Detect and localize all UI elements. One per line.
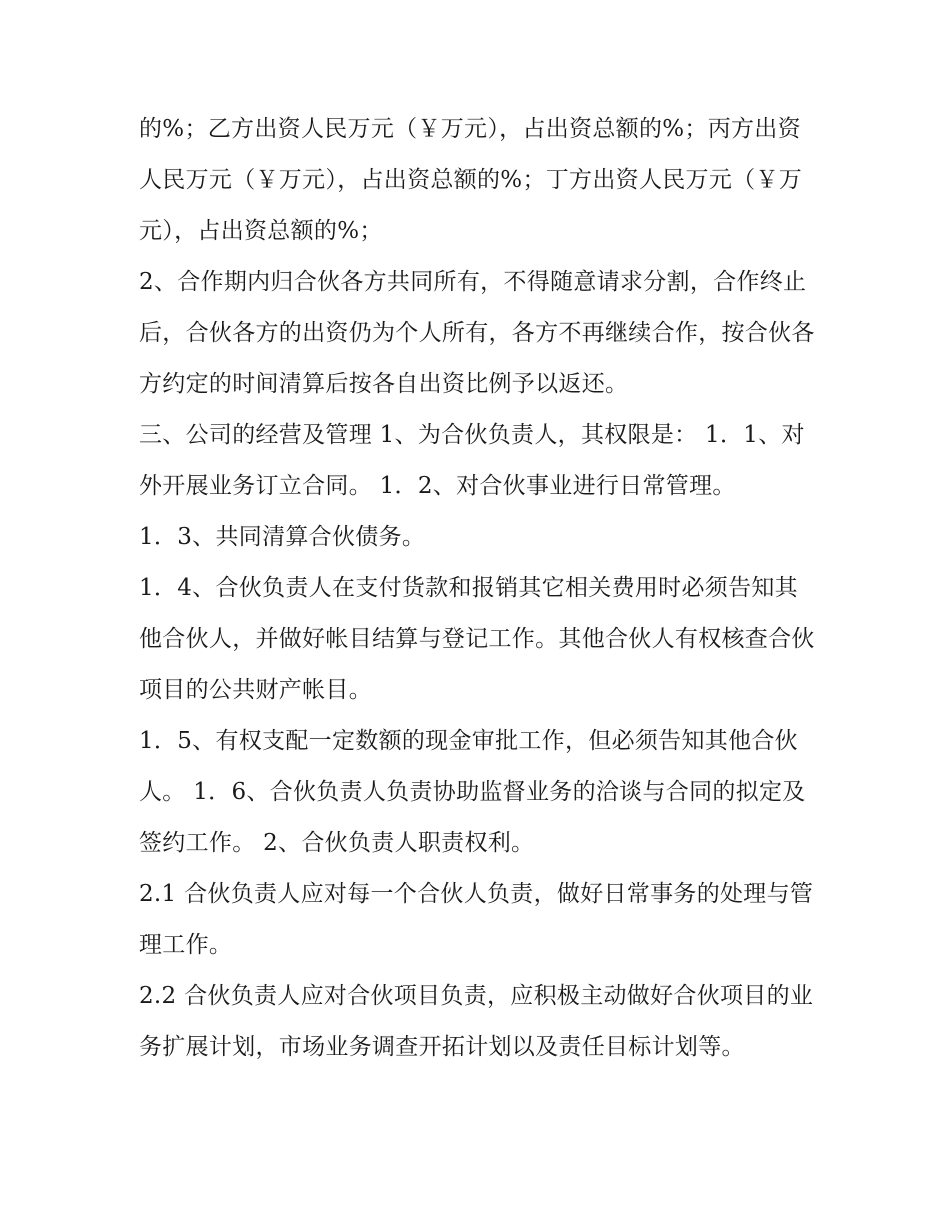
paragraph-contribution-ownership: 2、合作期内归合伙各方共同所有，不得随意请求分割，合作终止后，合伙各方的出资仍为个人所有，各方不再继续合作，按合伙各方约定的时间清算后按各自出资比例予以返还。	[139, 269, 815, 397]
paragraph-management-authority: 三、公司的经营及管理 1、为合伙负责人，其权限是： 1．1、对外开展业务订立合同。 1．2、对合伙事业进行日常管理。	[139, 422, 805, 499]
paragraph-clearing-debts: 1．3、共同清算合伙债务。	[139, 524, 426, 550]
paragraph-cash-approval: 1．5、有权支配一定数额的现金审批工作，但必须告知其他合伙人。 1．6、合伙负责人负责协助监督业务的洽谈与合同的拟定及签约工作。 2、合伙负责人职责权利。	[139, 728, 806, 856]
paragraph-capital-shares: 的%；乙方出资人民万元（￥万元），占出资总额的%；丙方出资人民万元（￥万元），占出资总额的%；丁方出资人民万元（￥万元），占出资总额的%；	[139, 116, 803, 244]
paragraph-responsibility-partners: 2.1 合伙负责人应对每一个合伙人负责，做好日常事务的处理与管理工作。	[139, 881, 814, 958]
paragraph-responsibility-project: 2.2 合伙负责人应对合伙项目负责，应积极主动做好合伙项目的业务扩展计划，市场业务调查开拓计划以及责任目标计划等。	[139, 983, 814, 1060]
document-body	[139, 104, 819, 1073]
paragraph-payment-reporting: 1．4、合伙负责人在支付货款和报销其它相关费用时必须告知其他合伙人，并做好帐目结算与登记工作。其他合伙人有权核查合伙项目的公共财产帐目。	[139, 575, 815, 703]
